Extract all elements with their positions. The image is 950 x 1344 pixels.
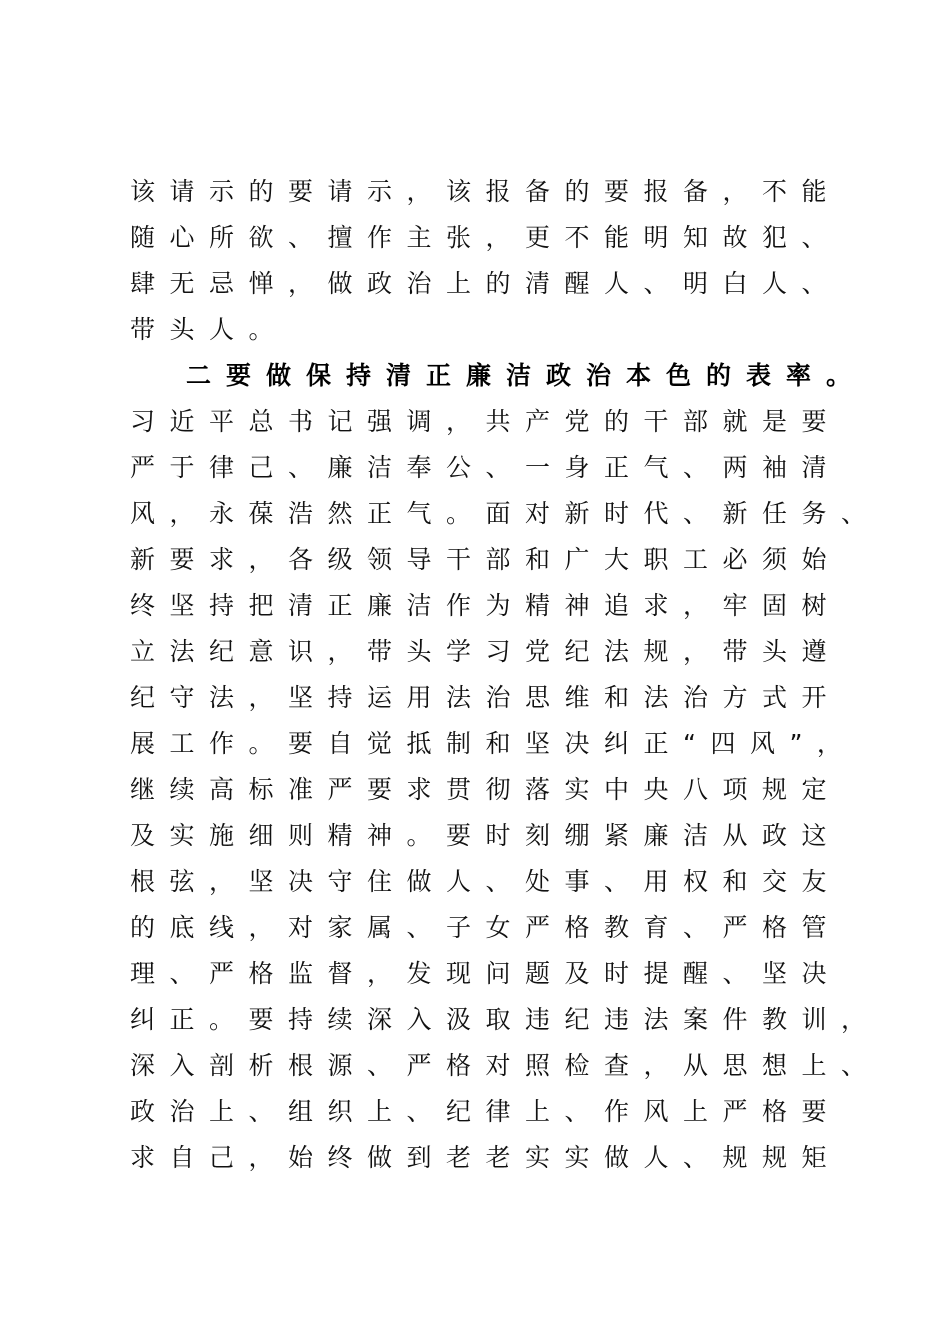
text-line: 习近平总书记强调，共产党的干部就是要: [130, 407, 842, 436]
text-line: 该请示的要请示，该报备的要报备，不能: [130, 177, 842, 206]
text-line: 根弦，坚决守住做人、处事、用权和交友: [130, 867, 842, 896]
text-line: 终坚持把清正廉洁作为精神追求，牢固树: [130, 591, 842, 620]
text-line: 深入剖析根源、严格对照检查，从思想上、: [130, 1051, 881, 1080]
text-line: 风，永葆浩然正气。面对新时代、新任务、: [130, 499, 881, 528]
text-line: 及实施细则精神。要时刻绷紧廉洁从政这: [130, 821, 842, 850]
text-line: 新要求，各级领导干部和广大职工必须始: [130, 545, 842, 574]
text-line: 带头人。: [130, 315, 289, 344]
text-line: 严于律己、廉洁奉公、一身正气、两袖清: [130, 453, 842, 482]
text-line: 的底线，对家属、子女严格教育、严格管: [130, 913, 842, 942]
text-line: 求自己，始终做到老老实实做人、规规矩: [130, 1143, 842, 1172]
text-line: 政治上、组织上、纪律上、作风上严格要: [130, 1097, 842, 1126]
text-line: 展工作。要自觉抵制和坚决纠正“四风”，: [130, 729, 857, 758]
section-heading: 二要做保持清正廉洁政治本色的表率。: [186, 361, 867, 390]
text-line: 随心所欲、擅作主张，更不能明知故犯、: [130, 223, 842, 252]
text-line: 理、严格监督，发现问题及时提醒、坚决: [130, 959, 842, 988]
text-line: 肆无忌惮，做政治上的清醒人、明白人、: [130, 269, 842, 298]
text-line: 立法纪意识，带头学习党纪法规，带头遵: [130, 637, 842, 666]
text-line: 纠正。要持续深入汲取违纪违法案件教训，: [130, 1005, 881, 1034]
text-line: 继续高标准严要求贯彻落实中央八项规定: [130, 775, 842, 804]
text-line: 纪守法，坚持运用法治思维和法治方式开: [130, 683, 842, 712]
